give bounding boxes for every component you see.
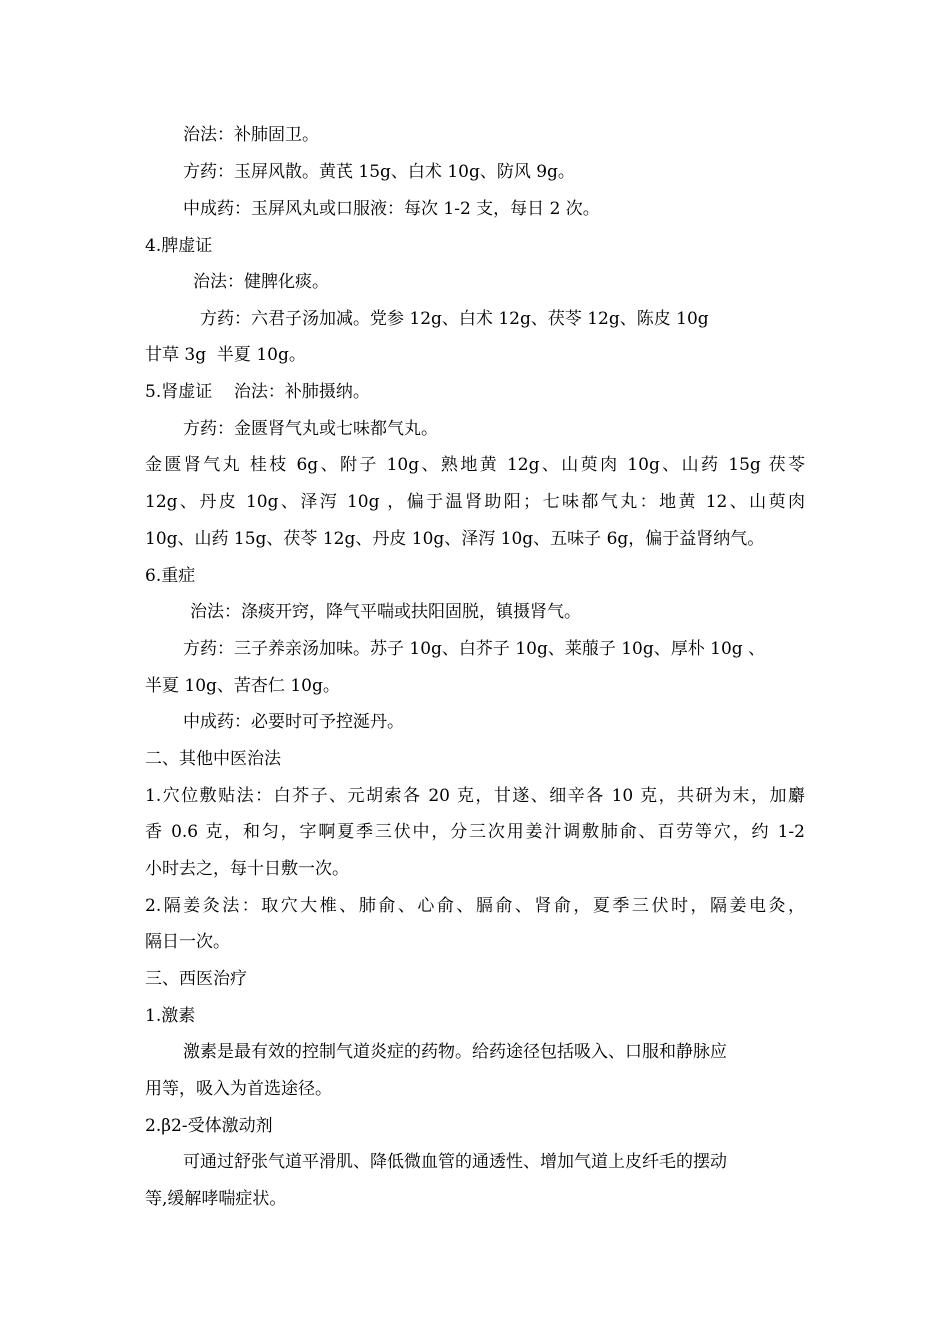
text-line: 等,缓解哮喘症状。	[145, 1189, 287, 1209]
text-line: 隔日一次。	[145, 932, 230, 952]
text-line: 方药：六君子汤加减。党参 12g、白术 12g、茯苓 12g、陈皮 10g	[200, 309, 709, 329]
text-line: 方药：三子养亲汤加味。苏子 10g、白芥子 10g、莱菔子 10g、厚朴 10g 、	[183, 639, 766, 659]
text-line: 10g、山药 15g、茯苓 12g、丹皮 10g、泽泻 10g、五味子 6g，偏于益肾纳气。	[145, 529, 765, 549]
text-line: 12g、丹皮 10g、泽泻 10g ，偏于温肾助阳；七味都气丸：地黄 12、山萸肉	[145, 492, 805, 512]
text-line: 治法：补肺固卫。	[183, 125, 319, 145]
text-line: 激素是最有效的控制气道炎症的药物。给药途径包括吸入、口服和静脉应	[183, 1042, 727, 1062]
text-line: 6.重症	[145, 566, 196, 586]
text-line: 半夏 10g、苦杏仁 10g。	[145, 676, 340, 696]
text-line: 方药：金匮肾气丸或七味都气丸。	[183, 419, 438, 439]
text-line: 中成药：玉屏风丸或口服液：每次 1-2 支，每日 2 次。	[183, 199, 600, 219]
text-line: 香 0.6 克，和匀，字啊夏季三伏中，分三次用姜汁调敷肺俞、百劳等穴，约 1-2	[145, 822, 805, 842]
text-line: 治法：涤痰开窍，降气平喘或扶阳固脱，镇摄肾气。	[190, 602, 581, 622]
text-line: 二、其他中医治法	[145, 749, 281, 769]
text-line: 方药：玉屏风散。黄芪 15g、白术 10g、防风 9g。	[183, 162, 575, 182]
text-line: 1.激素	[145, 1006, 196, 1026]
text-line: 三、西医治疗	[145, 969, 247, 989]
text-line: 4.脾虚证	[145, 236, 213, 256]
text-line: 用等，吸入为首选途径。	[145, 1079, 332, 1099]
text-line: 5.肾虚证 治法：补肺摄纳。	[145, 382, 370, 402]
text-line: 小时去之，每十日敷一次。	[145, 859, 349, 879]
text-line: 治法：健脾化痰。	[193, 272, 329, 292]
text-line: 2.隔姜灸法：取穴大椎、肺俞、心俞、膈俞、肾俞，夏季三伏时，隔姜电灸，	[145, 896, 805, 916]
text-line: 甘草 3g 半夏 10g。	[145, 345, 306, 365]
text-line: 中成药：必要时可予控涎丹。	[183, 712, 404, 732]
text-line: 可通过舒张气道平滑肌、降低微血管的通透性、增加气道上皮纤毛的摆动	[183, 1152, 727, 1172]
text-line: 2.β2-受体激动剂	[145, 1116, 273, 1136]
text-line: 1.穴位敷贴法：白芥子、元胡索各 20 克，甘遂、细辛各 10 克，共研为末，加麝	[145, 786, 805, 806]
text-line: 金匮肾气丸 桂枝 6g、附子 10g、熟地黄 12g、山萸肉 10g、山药 15g 茯苓	[145, 455, 805, 475]
